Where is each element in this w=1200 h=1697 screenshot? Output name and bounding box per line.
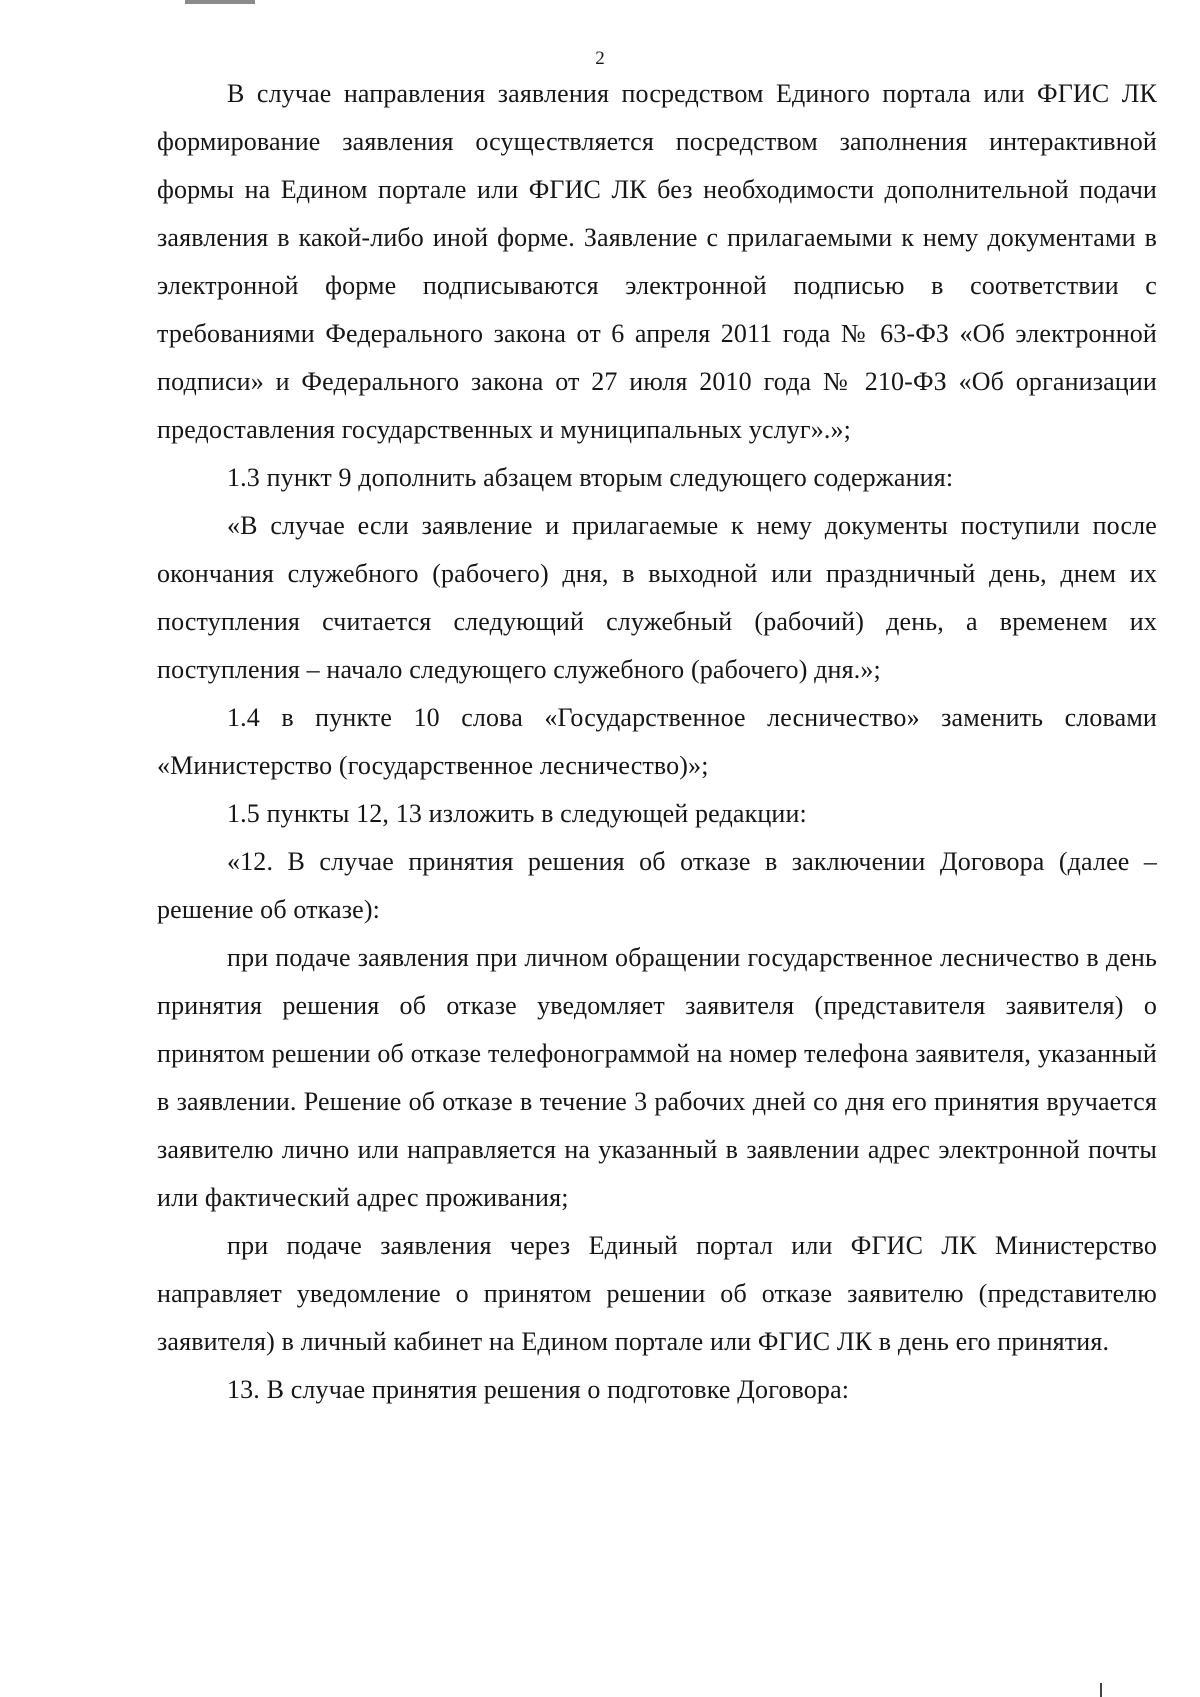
- paragraph-personal-submission: при подаче заявления при личном обращении государственное лесничество в день принятия решения об отказе уведомляет заявителя (представителя заявителя) о принятом решении об отказе телефонограммой на номер телефона заявителя, указанный в заявлении. Решение об отказе в течение 3 рабочих дней со дня его принятия вручается заявителю лично или направляется на указанный в заявлении адрес электронной почты или фактический адрес проживания;: [157, 943, 1157, 1212]
- paragraph-portal-refusal: при подаче заявления через Единый портал или ФГИС ЛК Министерство направляет уведомление о принятом решении об отказе заявителю (представителю заявителя) в личный кабинет на Едином портале или ФГИС ЛК в день его принятия.: [157, 1231, 1157, 1356]
- scan-artifact-tick: [1100, 1683, 1102, 1697]
- paragraph-point-13: 13. В случае принятия решения о подготовке Договора:: [227, 1375, 850, 1404]
- paragraph-item-1-5: 1.5 пункты 12, 13 изложить в следующей редакции:: [227, 799, 807, 828]
- scan-artifact: [185, 0, 255, 4]
- paragraph-point-12: «12. В случае принятия решения об отказе в заключении Договора (далее – решение об отказе):: [157, 847, 1157, 924]
- paragraph-quote-after-hours: «В случае если заявление и прилагаемые к нему документы поступили после окончания служебного (рабочего) дня, в выходной или праздничный день, днем их поступления считается следующий служебный (рабочий) день, а временем их поступления – начало следующего служебного (рабочего) дня.»;: [157, 511, 1157, 684]
- paragraph-item-1-3: 1.3 пункт 9 дополнить абзацем вторым следующего содержания:: [227, 463, 954, 492]
- paragraph-portal-submission: В случае направления заявления посредством Единого портала или ФГИС ЛК формирование заявления осуществляется посредством заполнения интерактивной формы на Едином портале или ФГИС ЛК без необходимости дополнительной подачи заявления в какой-либо иной форме. Заявление с прилагаемыми к нему документами в электронной форме подписываются электронной подписью в соответствии с требованиями Федерального закона от 6 апреля 2011 года № 63-ФЗ «Об электронной подписи» и Федерального закона от 27 июля 2010 года № 210-ФЗ «Об организации предоставления государственных и муниципальных услуг».»;: [157, 79, 1157, 444]
- page-number: 2: [595, 48, 605, 69]
- document-body: [157, 70, 1157, 1414]
- paragraph-item-1-4: 1.4 в пункте 10 слова «Государственное лесничество» заменить словами «Министерство (государственное лесничество)»;: [157, 703, 1157, 780]
